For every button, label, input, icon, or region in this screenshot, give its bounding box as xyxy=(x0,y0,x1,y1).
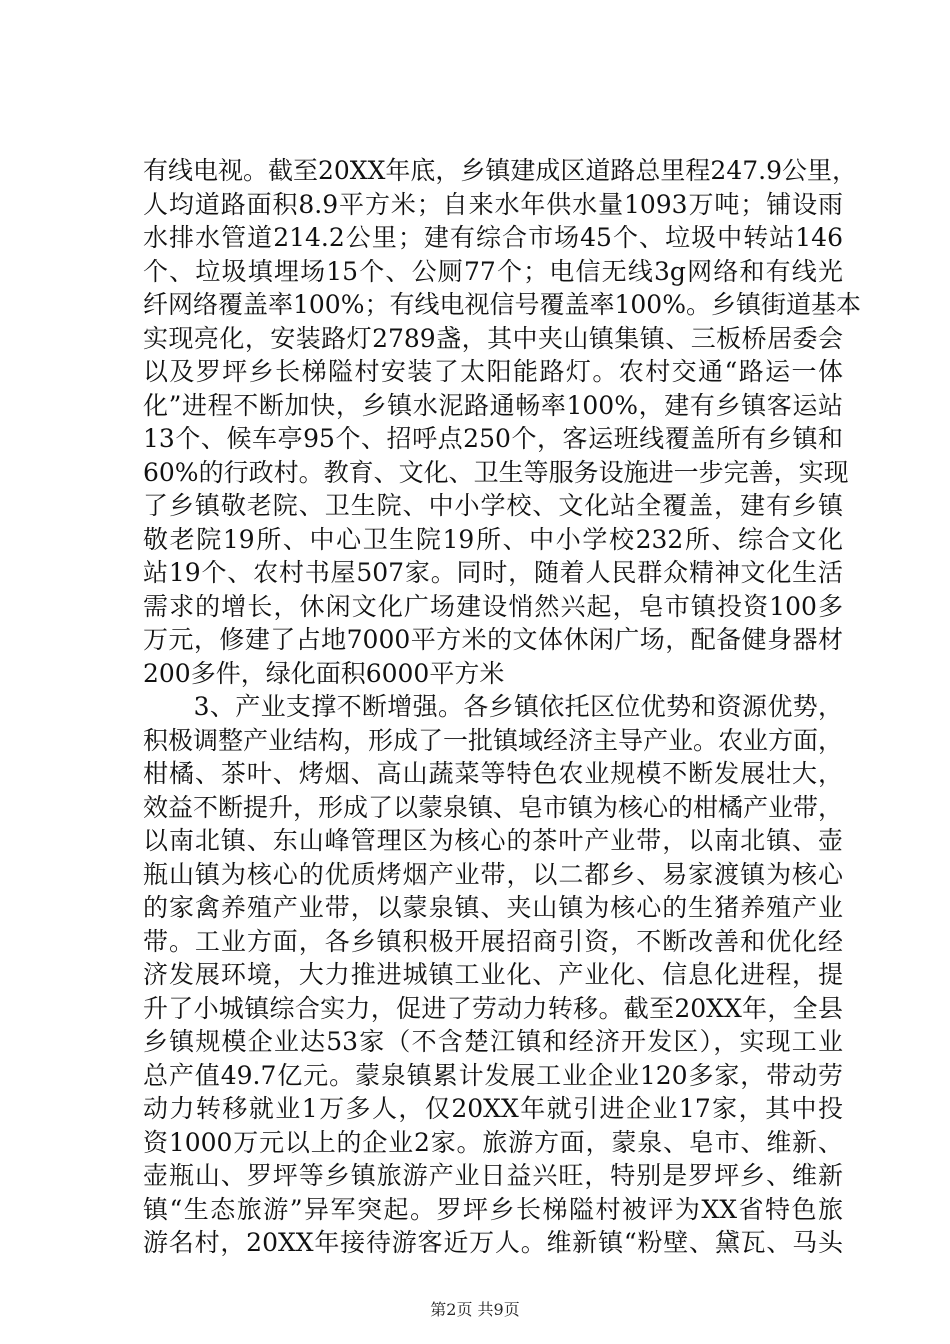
text-line: 实现亮化，安装路灯2789盏，其中夹山镇集镇、三板桥居委会 xyxy=(143,323,843,353)
text-line: 水排水管道214.2公里；建有综合市场45个、垃圾中转站146 xyxy=(143,223,843,252)
text-line: 以南北镇、东山峰管理区为核心的茶叶产业带，以南北镇、壶 xyxy=(143,826,843,855)
text-line: 动力转移就业1万多人，仅20XX年就引进企业17家，其中投 xyxy=(143,1094,843,1123)
text-line: 敬老院19所、中心卫生院19所、中小学校232所、综合文化 xyxy=(143,524,843,554)
text-line: 13个、候车亭95个、招呼点250个，客运班线覆盖所有乡镇和 xyxy=(143,424,843,453)
text-line: 站19个、农村书屋507家。同时，随着人民群众精神文化生活 xyxy=(143,558,843,587)
text-line: 个、垃圾填埋场15个、公厕77个；电信无线3g网络和有线光 xyxy=(143,256,843,286)
text-line: 游名村，20XX年接待游客近万人。维新镇“粉壁、黛瓦、马头 xyxy=(143,1228,843,1257)
text-line: 万元，修建了占地7000平方米的文体休闲广场，配备健身器材 xyxy=(143,625,843,654)
text-line: 乡镇规模企业达53家（不含楚江镇和经济开发区），实现工业 xyxy=(143,1027,843,1056)
text-line: 柑橘、茶叶、烤烟、高山蔬菜等特色农业规模不断发展壮大， xyxy=(143,759,843,788)
text-line: 济发展环境，大力推进城镇工业化、产业化、信息化进程，提 xyxy=(143,960,843,989)
text-line: 纤网络覆盖率100%；有线电视信号覆盖率100%。乡镇街道基本 xyxy=(143,290,861,319)
text-line: 化”进程不断加快，乡镇水泥路通畅率100%，建有乡镇客运站 xyxy=(143,390,843,420)
text-line: 有线电视。截至20XX年底，乡镇建成区道路总里程247.9公里， xyxy=(143,156,857,185)
text-line: 积极调整产业结构，形成了一批镇域经济主导产业。农业方面， xyxy=(143,725,844,755)
text-line: 资1000万元以上的企业2家。旅游方面，蒙泉、皂市、维新、 xyxy=(143,1127,843,1157)
text-line: 效益不断提升，形成了以蒙泉镇、皂市镇为核心的柑橘产业带， xyxy=(143,792,844,822)
text-line: 需求的增长，休闲文化广场建设悄然兴起，皂市镇投资100多 xyxy=(143,591,843,621)
page-number-footer: 第2页 共9页 xyxy=(430,1300,520,1319)
text-line: 瓶山镇为核心的优质烤烟产业带，以二都乡、易家渡镇为核心 xyxy=(143,859,843,889)
text-line: 升了小城镇综合实力，促进了劳动力转移。截至20XX年，全县 xyxy=(143,993,843,1023)
text-line: 人均道路面积8.9平方米；自来水年供水量1093万吨；铺设雨 xyxy=(143,189,843,219)
text-line: 壶瓶山、罗坪等乡镇旅游产业日益兴旺，特别是罗坪乡、维新 xyxy=(143,1161,843,1190)
text-line: 的家禽养殖产业带，以蒙泉镇、夹山镇为核心的生猪养殖产业 xyxy=(143,893,843,922)
text-line: 200多件，绿化面积6000平方米 xyxy=(143,658,505,688)
text-line: 3、产业支撑不断增强。各乡镇依托区位优势和资源优势， xyxy=(143,692,843,721)
text-line: 带。工业方面，各乡镇积极开展招商引资，不断改善和优化经 xyxy=(143,926,843,956)
text-line: 以及罗坪乡长梯隘村安装了太阳能路灯。农村交通“路运一体 xyxy=(143,357,843,386)
body-text xyxy=(143,154,861,1260)
text-line: 了乡镇敬老院、卫生院、中小学校、文化站全覆盖，建有乡镇 xyxy=(143,491,843,520)
text-line: 总产值49.7亿元。蒙泉镇累计发展工业企业120多家，带动劳 xyxy=(143,1060,843,1090)
text-line: 60%的行政村。教育、文化、卫生等服务设施进一步完善，实现 xyxy=(143,457,849,487)
text-line: 镇“生态旅游”异军突起。罗坪乡长梯隘村被评为XX省特色旅 xyxy=(143,1194,843,1224)
